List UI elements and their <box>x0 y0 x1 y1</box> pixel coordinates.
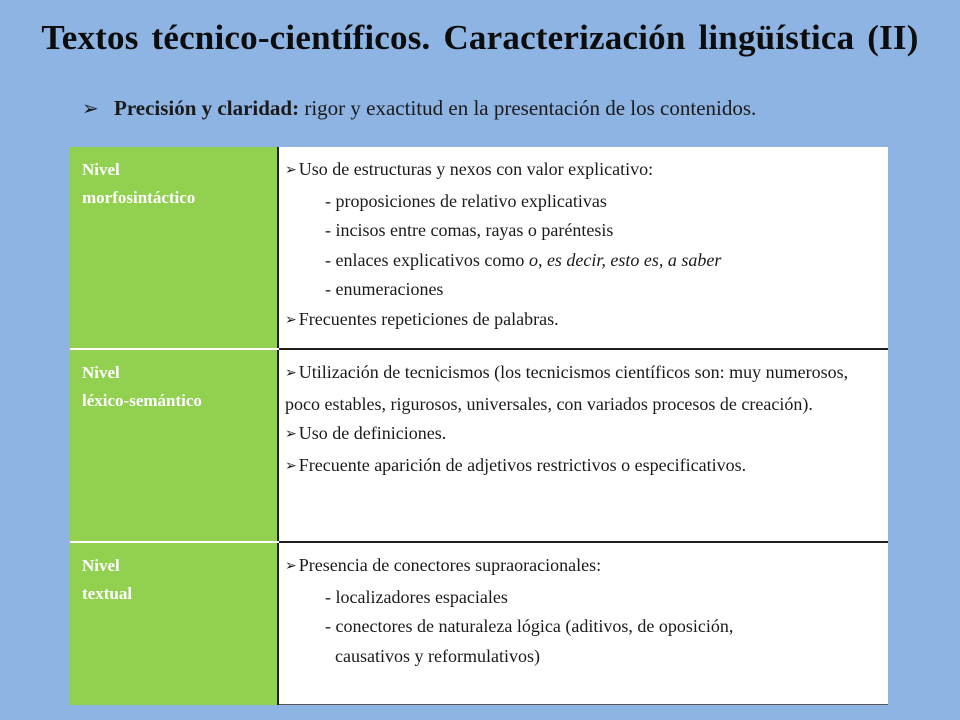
arrow-bullet-icon: ➢ <box>285 559 297 574</box>
sub-item: - localizadores espaciales <box>325 586 508 607</box>
intro-bold-label: Precisión y claridad: <box>114 96 300 120</box>
bullet-text: Uso de definiciones. <box>298 423 447 443</box>
intro-bullet <box>82 96 756 121</box>
intro-text: rigor y exactitud en la presentación de los contenidos. <box>299 96 757 120</box>
sub-item: causativos y reformulativos) <box>335 645 540 666</box>
label-line: textual <box>82 584 133 603</box>
bullet-item <box>285 551 880 583</box>
bullet-item <box>285 358 880 419</box>
levels-table <box>70 147 888 705</box>
label-line: morfosintáctico <box>82 188 196 207</box>
table-row <box>70 542 888 705</box>
sub-item-italic: o, es decir, esto es, a saber <box>528 249 722 270</box>
arrow-bullet-icon: ➢ <box>285 427 297 442</box>
sub-item: - enumeraciones <box>325 279 444 299</box>
sub-item <box>285 246 880 276</box>
label-line: Nivel <box>82 556 120 575</box>
level-label-lexico-semantico <box>70 349 278 542</box>
arrow-bullet-icon: ➢ <box>285 366 297 381</box>
level-content-lexico-semantico <box>278 349 888 542</box>
label-line: Nivel <box>82 160 120 179</box>
bullet-item <box>285 155 880 187</box>
arrow-bullet-icon: ➢ <box>285 458 297 474</box>
sub-item: - conectores de naturaleza lógica (aditivos, de oposición, <box>325 616 734 636</box>
level-label-textual <box>70 542 278 705</box>
bullet-text: Presencia de conectores supraoracionales: <box>298 555 602 575</box>
bullet-item <box>285 451 880 483</box>
level-content-textual <box>278 542 888 705</box>
bullet-text: Frecuente aparición de adjetivos restrictivos o especificativos. <box>298 454 747 475</box>
label-line: Nivel <box>82 363 120 382</box>
table-row <box>70 349 888 542</box>
bullet-text: Frecuentes repeticiones de palabras. <box>298 308 559 329</box>
arrow-bullet-icon: ➢ <box>285 163 297 178</box>
sub-item: - incisos entre comas, rayas o paréntesis <box>325 220 614 240</box>
arrow-bullet-icon: ➢ <box>285 312 297 328</box>
arrow-bullet-icon: ➢ <box>82 98 99 120</box>
label-line: léxico-semántico <box>82 391 202 410</box>
slide-title: Textos técnico-científicos. Caracterización lingüística (II) <box>41 18 919 57</box>
level-content-morfosintactico <box>278 147 888 349</box>
bullet-text: Uso de estructuras y nexos con valor explicativo: <box>298 159 654 179</box>
bullet-item <box>285 419 880 451</box>
table-row <box>70 147 888 349</box>
level-label-morfosintactico <box>70 147 278 349</box>
sub-item-text: - enlaces explicativos como <box>325 249 529 270</box>
bullet-item <box>285 305 880 337</box>
sub-item: - proposiciones de relativo explicativas <box>325 190 607 211</box>
bullet-text: Utilización de tecnicismos (los tecnicismos científicos son: muy numerosos, poco estables, rigurosos, universales, con variados procesos de creación). <box>285 362 849 414</box>
